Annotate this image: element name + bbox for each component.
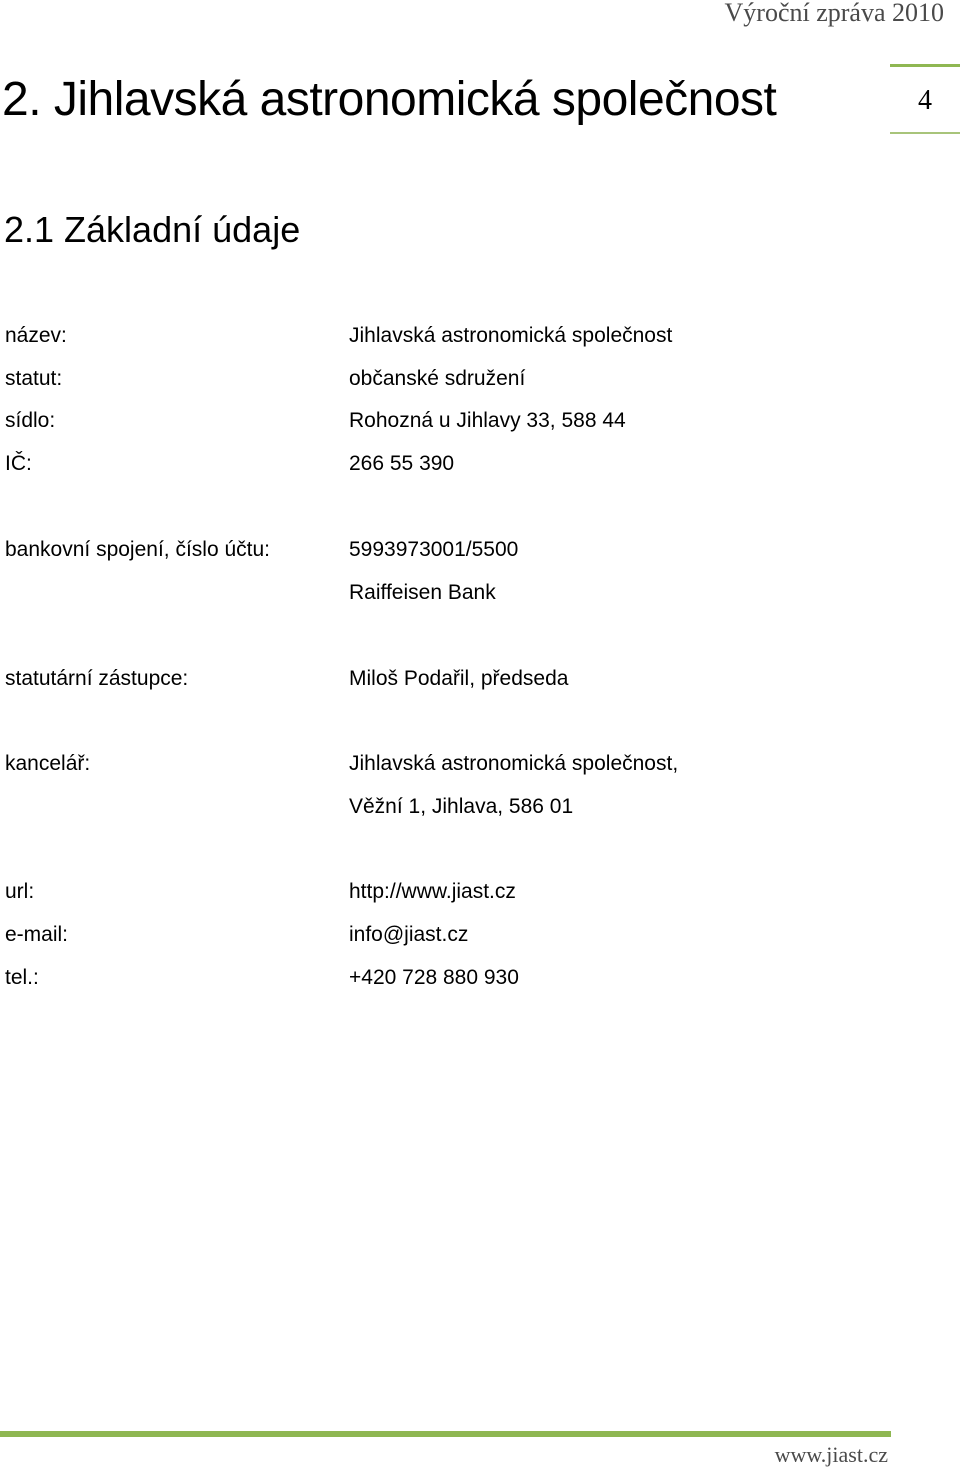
info-row-office xyxy=(0,749,960,779)
info-label: e-mail: xyxy=(5,923,69,946)
info-label: bankovní spojení, číslo účtu: xyxy=(5,538,270,561)
info-label: tel.: xyxy=(5,966,39,989)
info-row-bank-account xyxy=(0,535,960,565)
info-label: url: xyxy=(5,880,35,903)
footer-url: www.jiast.cz xyxy=(774,1442,888,1467)
info-row-ic xyxy=(0,449,960,479)
info-value: občanské sdružení xyxy=(349,367,526,390)
info-row-phone xyxy=(0,963,960,993)
info-row-representative xyxy=(0,664,960,694)
info-label: IČ: xyxy=(5,452,32,475)
info-label: sídlo: xyxy=(5,409,56,432)
info-label: statut: xyxy=(5,367,63,390)
info-row-url xyxy=(0,877,960,907)
info-row-bank-name xyxy=(0,578,960,608)
section-heading: 2.1 Základní údaje xyxy=(4,209,301,250)
info-value: 5993973001/5500 xyxy=(349,538,519,561)
page-number-box xyxy=(890,64,960,134)
info-label: název: xyxy=(5,324,67,347)
info-label: statutární zástupce: xyxy=(5,667,189,690)
info-row-status xyxy=(0,364,960,394)
page-number: 4 xyxy=(918,85,932,116)
info-value: Rohozná u Jihlavy 33, 588 44 xyxy=(349,409,626,432)
info-row-email xyxy=(0,920,960,950)
info-value: Jihlavská astronomická společnost, xyxy=(349,752,679,775)
chapter-heading: 2. Jihlavská astronomická společnost xyxy=(2,73,777,126)
info-value: 266 55 390 xyxy=(349,452,455,475)
info-value: Miloš Podařil, předseda xyxy=(349,667,569,690)
footer-divider xyxy=(0,1431,891,1437)
info-value: Raiffeisen Bank xyxy=(349,581,496,604)
info-value: +420 728 880 930 xyxy=(349,966,519,989)
report-header-title: Výroční zpráva 2010 xyxy=(724,0,944,27)
info-label: kancelář: xyxy=(5,752,91,775)
info-row-office-address xyxy=(0,792,960,822)
info-row-name xyxy=(0,321,960,351)
info-value: info@jiast.cz xyxy=(349,923,469,946)
info-value: Věžní 1, Jihlava, 586 01 xyxy=(349,795,574,818)
info-value: http://www.jiast.cz xyxy=(349,880,516,903)
info-row-address xyxy=(0,406,960,436)
info-value: Jihlavská astronomická společnost xyxy=(349,324,673,347)
